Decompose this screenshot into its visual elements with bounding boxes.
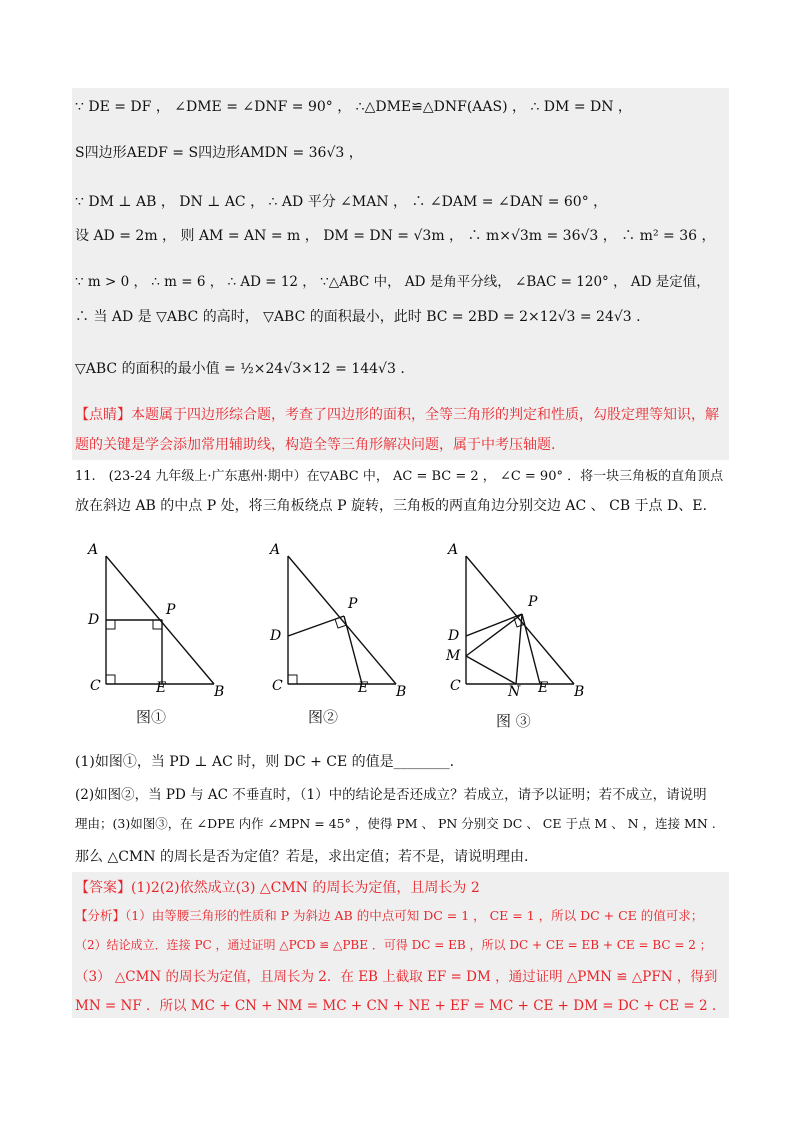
figure-1 bbox=[80, 540, 240, 724]
answer-line: 【答案】(1)2(2)依然成立(3) △CMN 的周长为定值，且周长为 2 bbox=[75, 880, 480, 896]
question-line-2: (2)如图②，当 PD 与 AC 不垂直时，（1）中的结论是否还成立？若成立，请予以证明；若不成立，请说明 bbox=[75, 787, 707, 803]
figure-1-caption: 图① bbox=[136, 708, 167, 726]
problem-line-2: 放在斜边 AB 的中点 P 处，将三角板绕点 P 旋转，三角板的两直角边分别交边 AC 、 CB 于点 D、E. bbox=[75, 498, 707, 514]
analysis-line-1: 【分析】（1）由等腰三角形的性质和 P 为斜边 AB 的中点可知 DC = 1 ， CE = 1 ，所以 DC + CE 的值可求； bbox=[75, 908, 704, 923]
problem-line-1: 11. (23-24 九年级上·广东惠州·期中）在▽ABC 中， AC = BC = 2 ， ∠C = 90° ．将一块三角板的直角顶点 bbox=[75, 469, 724, 484]
fig2-label-c: C bbox=[272, 678, 283, 694]
question-line-4: 那么 △CMN 的周长是否为定值？若是，求出定值；若不是，请说明理由. bbox=[75, 849, 529, 865]
fig2-label-e: E bbox=[358, 680, 369, 696]
fig3-label-m: M bbox=[446, 648, 461, 664]
fig1-label-e: E bbox=[156, 680, 167, 696]
fig3-label-c: C bbox=[450, 678, 461, 694]
solution-line-5: ∵ m > 0 ， ∴ m = 6 ， ∴ AD = 12 ， ∵△ABC 中， AD 是角平分线， ∠BAC = 120° ， AD 是定值， bbox=[75, 274, 710, 290]
fig3-label-e: E bbox=[538, 680, 549, 696]
analysis-line-3: （3） △CMN 的周长为定值，且周长为 2．在 EB 上截取 EF = DM ，通过证明 △PMN ≌ △PFN ，得到 bbox=[75, 969, 718, 985]
fig2-label-p: P bbox=[348, 596, 358, 612]
solution-line-4: 设 AD = 2m ， 则 AM = AN = m ， DM = DN = √3m ， ∴ m×√3m = 36√3 ， ∴ m² = 36 ， bbox=[75, 228, 716, 244]
fig2-label-d: D bbox=[270, 628, 282, 644]
solution-line-6: ∴ 当 AD 是 ▽ABC 的高时， ▽ABC 的面积最小，此时 BC = 2BD = 2×12√3 = 24√3 . bbox=[75, 309, 641, 325]
figure-2 bbox=[262, 540, 422, 724]
fig1-label-a: A bbox=[88, 542, 99, 558]
analysis-line-2: （2）结论成立．连接 PC ，通过证明 △PCD ≌ △PBE ．可得 DC = EB ，所以 DC + CE = EB + CE = BC = 2 ； bbox=[75, 938, 712, 952]
fig3-label-a: A bbox=[448, 542, 459, 558]
fig2-label-a: A bbox=[270, 542, 281, 558]
fig3-label-b: B bbox=[574, 684, 585, 700]
fig2-label-b: B bbox=[396, 684, 407, 700]
question-line-1: (1)如图①，当 PD ⊥ AC 时，则 DC + CE 的值是________. bbox=[75, 754, 455, 770]
key-point-line-1: 【点睛】本题属于四边形综合题，考查了四边形的面积，全等三角形的判定和性质，勾股定理等知识，解 bbox=[75, 407, 719, 423]
question-line-3: 理由；(3)如图③，在 ∠DPE 内作 ∠MPN = 45° ，使得 PM 、 PN 分别交 DC 、 CE 于点 M 、 N ，连接 MN . bbox=[75, 816, 716, 831]
fig1-label-d: D bbox=[88, 612, 100, 628]
analysis-line-4: MN = NF ．所以 MC + CN + NM = MC + CN + NE + EF = MC + CE + DM = DC + CE = 2 . bbox=[75, 998, 717, 1014]
fig1-label-p: P bbox=[166, 602, 176, 618]
solution-line-7: ▽ABC 的面积的最小值 = ½×24√3×12 = 144√3 . bbox=[75, 361, 405, 377]
key-point-line-2: 题的关键是学会添加常用辅助线，构造全等三角形解决问题，属于中考压轴题. bbox=[75, 437, 556, 453]
fig3-label-p: P bbox=[528, 594, 538, 610]
solution-line-3: ∵ DM ⊥ AB ， DN ⊥ AC ， ∴ AD 平分 ∠MAN ， ∴ ∠DAM = ∠DAN = 60° ， bbox=[75, 194, 608, 210]
fig3-label-d: D bbox=[448, 628, 460, 644]
fig1-label-b: B bbox=[214, 684, 225, 700]
solution-line-1: ∵ DE = DF ， ∠DME = ∠DNF = 90° ， ∴△DME≌△DNF(AAS) ， ∴ DM = DN ， bbox=[75, 99, 632, 115]
figure-3 bbox=[440, 540, 600, 724]
fig3-label-n: N bbox=[508, 684, 521, 700]
fig1-label-c: C bbox=[90, 678, 101, 694]
solution-line-2: S四边形AEDF = S四边形AMDN = 36√3 ， bbox=[75, 145, 363, 161]
figure-3-caption: 图 ③ bbox=[496, 712, 531, 730]
figure-2-caption: 图② bbox=[308, 708, 339, 726]
